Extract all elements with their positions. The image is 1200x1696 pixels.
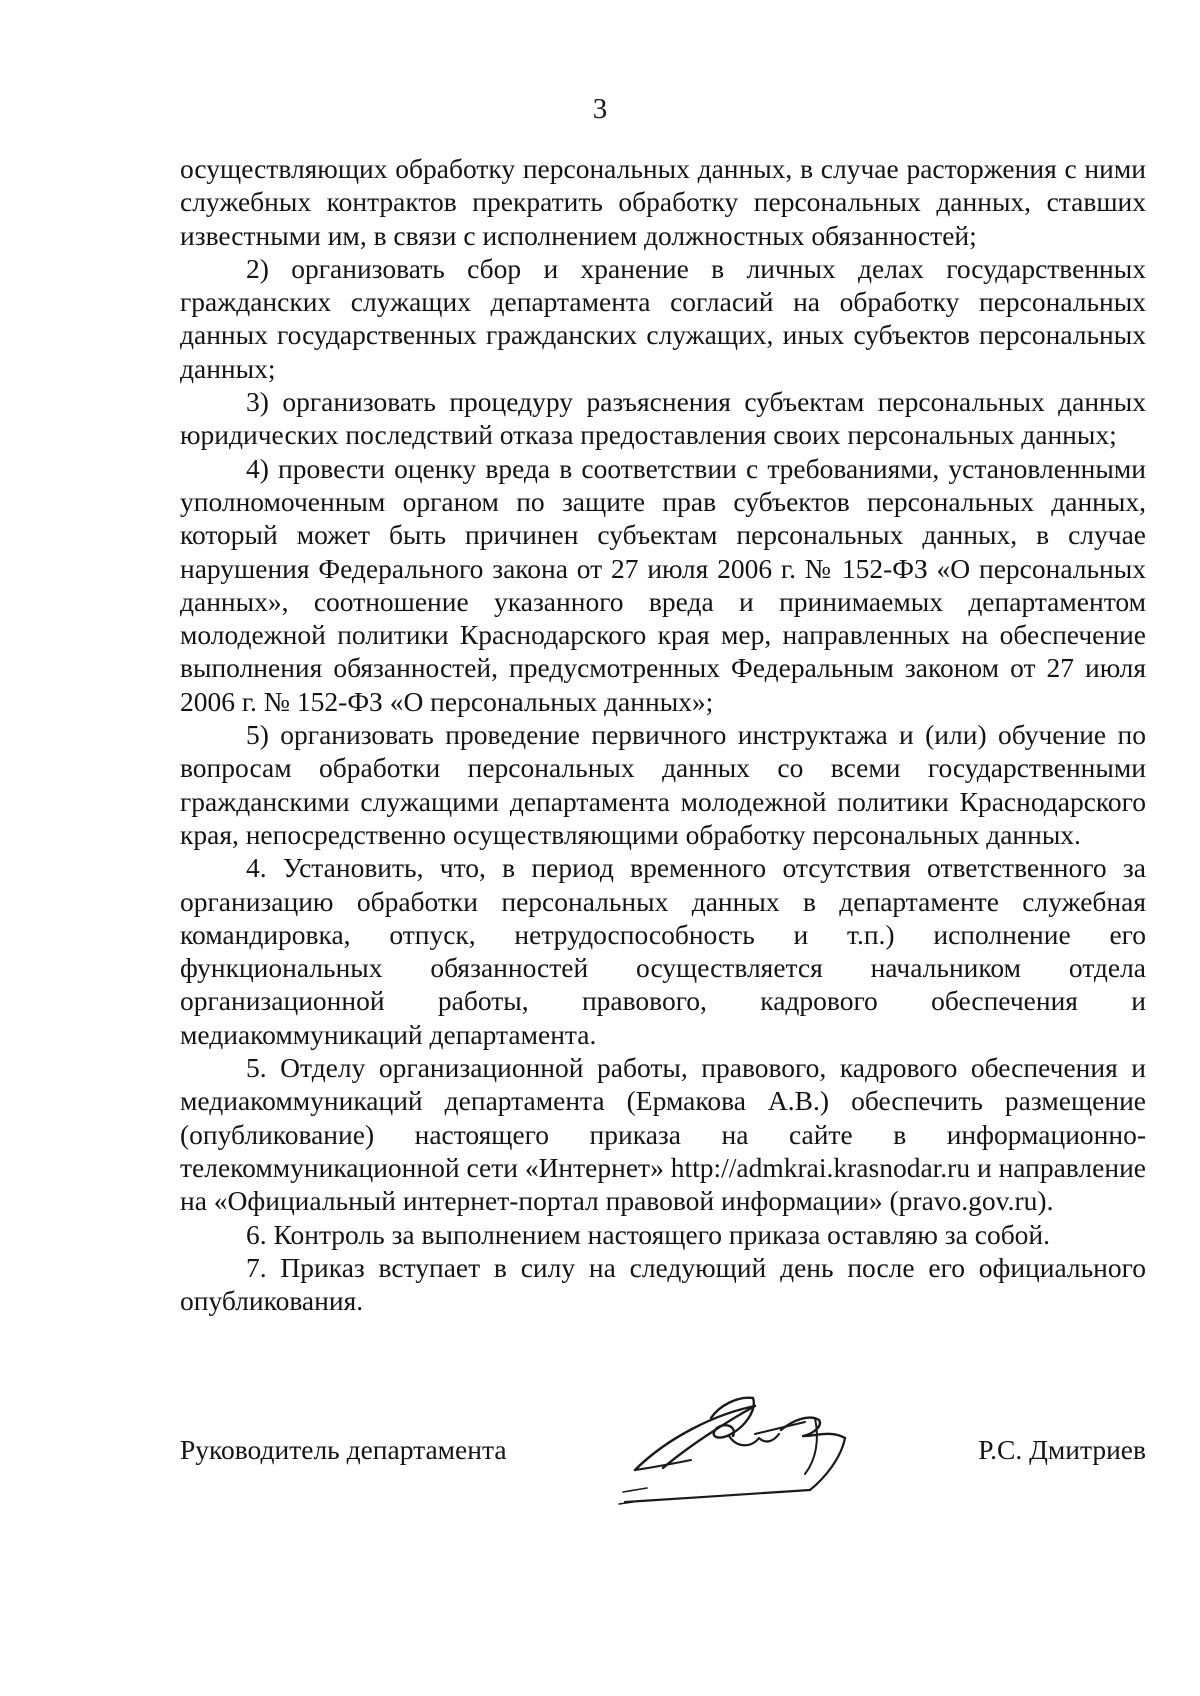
page-number: 3 (592, 93, 608, 125)
paragraph-item-3: 3) организовать процедуру разъяснения субъектам персональных данных юридических последствий отказа предоставления своих персональных данных; (180, 386, 1146, 451)
signatory-name: Р.С. Дмитриев (978, 1434, 1146, 1465)
paragraph-item-2: 2) организовать сбор и хранение в личных делах государственных гражданских служащих департамента согласий на обработку персональных данных государственных гражданских служащих, иных субъектов персональных данных; (180, 252, 1146, 384)
signatory-position: Руководитель департамента (180, 1434, 507, 1465)
paragraph-item-5: 5) организовать проведение первичного инструктажа и (или) обучение по вопросам обработки персональных данных со всеми государственными гражданскими служащими департамента молодежной политики Краснодарского края, непосредственно осуществляющими обработку персональных данных. (180, 719, 1146, 850)
paragraph-clause-7: 7. Приказ вступает в силу на следующий день после его официального опубликования. (180, 1251, 1146, 1317)
paragraph-clause-6: 6. Контроль за выполнением настоящего приказа оставляю за собой. (246, 1218, 1051, 1250)
paragraph-clause-5: 5. Отделу организационной работы, правового, кадрового обеспечения и медиакоммуникаций департамента (Ермакова А.В.) обеспечить размещение (опубликование) настоящего приказа на сайте в информационно-телекоммуникационной сети «Интернет» http://admkrai.krasnodar.ru и направление на «Официальный интернет-портал правовой информации» (pravo.gov.ru). (180, 1052, 1146, 1217)
paragraph-item-4: 4) провести оценку вреда в соответствии с требованиями, установленными уполномоченным органом по защите прав субъектов персональных данных, который может быть причинен субъектам персональных данных, в случае нарушения Федерального закона от 27 июля 2006 г. № 152-ФЗ «О персональных данных», соотношение указанного вреда и принимаемых департаментом молодежной политики Краснодарского края мер, направленных на обеспечение выполнения обязанностей, предусмотренных Федеральным законом от 27 июля 2006 г. № 152-ФЗ «О персональных данных»; (180, 452, 1146, 717)
handwritten-signature-icon (605, 1378, 895, 1538)
paragraph-clause-4: 4. Установить, что, в период временного отсутствия ответственного за организацию обработки персональных данных в департаменте служебная командировка, отпуск, нетрудоспособность и т.п.) исполнение его функциональных обязанностей осуществляется начальником отдела организационной работы, правового, кадрового обеспечения и медиакоммуникаций департамента. (180, 852, 1146, 1050)
document-body (180, 152, 1146, 1317)
paragraph-continuation: осуществляющих обработку персональных данных, в случае расторжения с ними служебных контрактов прекратить обработку персональных данных, ставших известными им, в связи с исполнением должностных обязанностей; (180, 153, 1146, 251)
